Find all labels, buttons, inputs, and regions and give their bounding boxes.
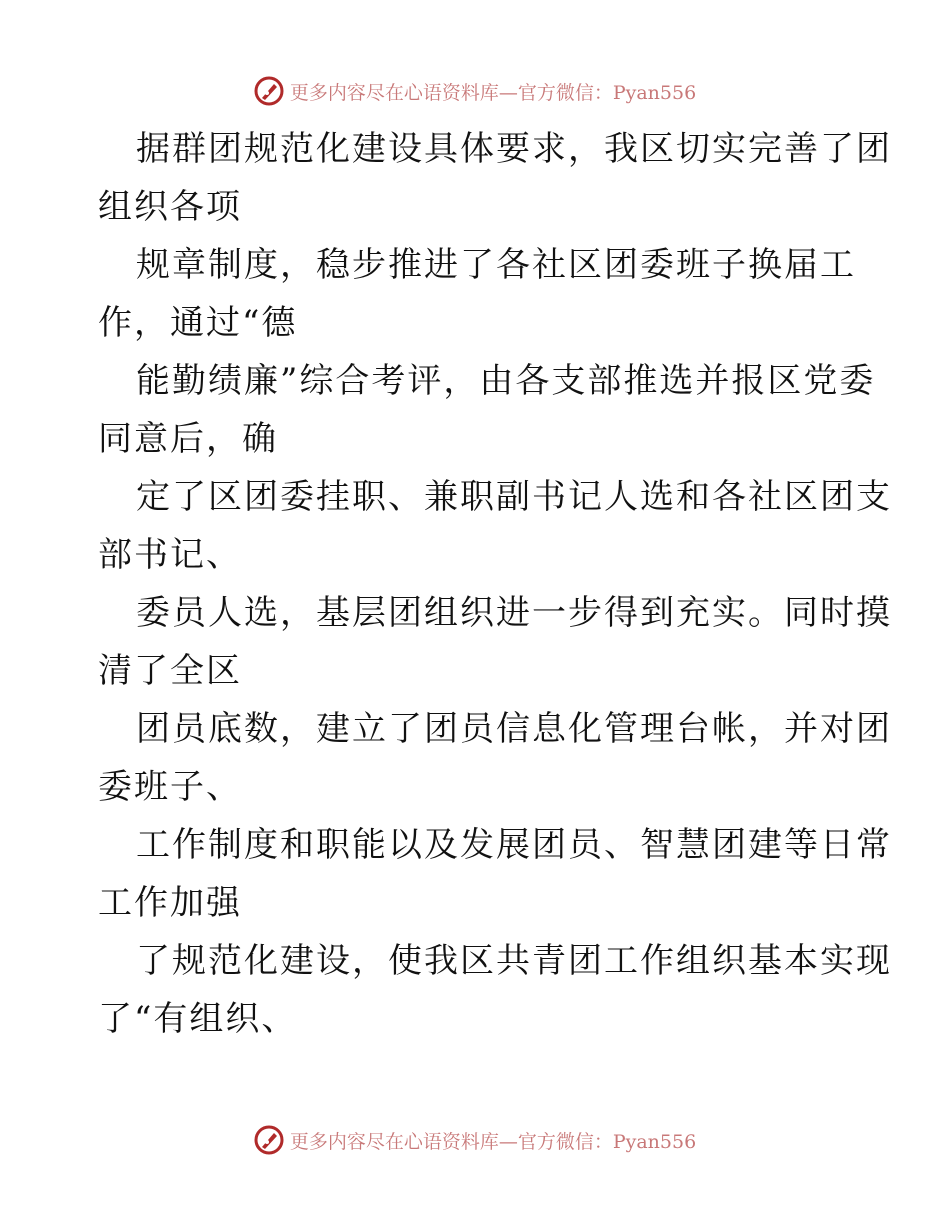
footer-banner	[0, 1120, 950, 1160]
paragraph-line: 部书记、	[98, 535, 242, 575]
paragraph-line: 了规范化建设，使我区共青团工作组织基本实现	[136, 941, 892, 981]
paragraph-line: 了“有组织、	[98, 999, 298, 1039]
header-text: 更多内容尽在心语资料库—官方微信：Pyan556	[289, 81, 697, 104]
paragraph-line: 工作加强	[98, 883, 242, 923]
paragraph-line: 委员人选，基层团组织进一步得到充实。同时摸	[136, 593, 892, 633]
paragraph-line: 能勤绩廉”综合考评，由各支部推选并报区党委	[136, 361, 876, 401]
footer-text: 更多内容尽在心语资料库—官方微信：Pyan556	[289, 1130, 697, 1153]
paragraph-line: 据群团规范化建设具体要求，我区切实完善了团	[136, 129, 892, 169]
paragraph-line: 工作制度和职能以及发展团员、智慧团建等日常	[136, 825, 892, 865]
paragraph-line: 委班子、	[98, 767, 242, 807]
pen-seal-logo-icon	[254, 1125, 284, 1155]
paragraph-line: 定了区团委挂职、兼职副书记人选和各社区团支	[136, 477, 892, 517]
paragraph-line: 规章制度，稳步推进了各社区团委班子换届工	[136, 245, 856, 285]
header-banner	[0, 71, 950, 111]
paragraph-line: 同意后，确	[98, 419, 278, 459]
paragraph-line: 团员底数，建立了团员信息化管理台帐，并对团	[136, 709, 892, 749]
document-body	[98, 120, 892, 1048]
paragraph-line: 作，通过“德	[98, 303, 298, 343]
pen-seal-logo-icon	[254, 76, 284, 106]
paragraph-line: 清了全区	[98, 651, 242, 691]
paragraph-line: 组织各项	[98, 187, 242, 227]
